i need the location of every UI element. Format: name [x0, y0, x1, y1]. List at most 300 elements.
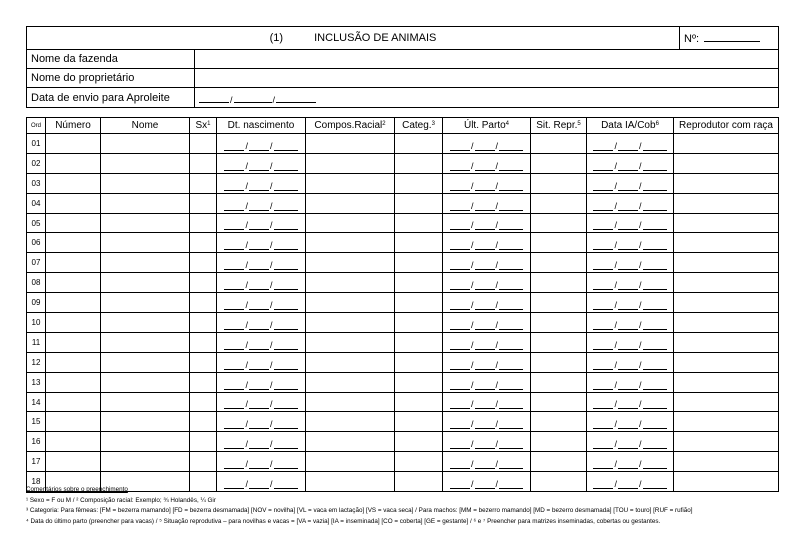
date-line [274, 189, 298, 191]
date-line [249, 209, 269, 211]
date-line [593, 209, 613, 211]
cell-sit-repr[interactable] [531, 392, 587, 412]
date-separator: / [614, 419, 617, 430]
date-separator: / [270, 459, 273, 470]
cell-data-ia[interactable] [587, 432, 674, 452]
cell-sit-repr[interactable] [531, 173, 587, 193]
table-row [27, 313, 779, 333]
date-line [593, 348, 613, 350]
cell-categ[interactable] [395, 293, 443, 313]
table-row [27, 293, 779, 313]
cell-reprodutor[interactable] [674, 293, 779, 313]
cell-dt-nascimento[interactable] [217, 173, 306, 193]
cell-reprodutor[interactable] [674, 213, 779, 233]
cell-sx[interactable] [190, 293, 217, 313]
date-separator: / [639, 319, 642, 330]
cell-categ[interactable] [395, 432, 443, 452]
cell-categ[interactable] [395, 313, 443, 333]
cell-sit-repr[interactable] [531, 432, 587, 452]
date-line [643, 189, 667, 191]
cell-data-ia[interactable] [587, 193, 674, 213]
cell-nome[interactable] [101, 173, 190, 193]
date-line [643, 209, 667, 211]
date-separator: / [495, 160, 499, 171]
cell-sit-repr[interactable] [531, 153, 587, 173]
cell-nome[interactable] [101, 253, 190, 273]
cell-compos-racial[interactable] [306, 352, 395, 372]
cell-categ[interactable] [395, 273, 443, 293]
cell-numero[interactable] [46, 352, 101, 372]
cell-ult-parto[interactable] [443, 412, 531, 432]
cell-categ[interactable] [395, 213, 443, 233]
cell-dt-nascimento[interactable] [217, 293, 306, 313]
cell-sx[interactable] [190, 173, 217, 193]
cell-nome[interactable] [101, 452, 190, 472]
date-blank [443, 194, 530, 213]
cell-nome[interactable] [101, 233, 190, 253]
cell-sx[interactable] [190, 313, 217, 333]
cell-sx[interactable] [190, 153, 217, 173]
cell-compos-racial[interactable] [306, 213, 395, 233]
cell-ult-parto[interactable] [443, 173, 531, 193]
date-line [643, 368, 667, 370]
cell-nome[interactable] [101, 352, 190, 372]
cell-sit-repr[interactable] [531, 332, 587, 352]
cell-categ[interactable] [395, 173, 443, 193]
cell-ult-parto[interactable] [443, 253, 531, 273]
date-line [643, 407, 667, 409]
cell-numero[interactable] [46, 233, 101, 253]
date-separator: / [470, 379, 474, 390]
date-line [618, 388, 638, 390]
date-separator: / [495, 200, 499, 211]
cell-dt-nascimento[interactable] [217, 233, 306, 253]
date-line [475, 228, 495, 230]
cell-dt-nascimento[interactable] [217, 213, 306, 233]
cell-nome[interactable] [101, 134, 190, 154]
cell-numero[interactable] [46, 372, 101, 392]
cell-numero[interactable] [46, 293, 101, 313]
date-line [450, 228, 470, 230]
cell-nome[interactable] [101, 293, 190, 313]
cell-ult-parto[interactable] [443, 372, 531, 392]
cell-nome[interactable] [101, 153, 190, 173]
cell-data-ia[interactable] [587, 213, 674, 233]
cell-dt-nascimento[interactable] [217, 372, 306, 392]
cell-ord: 15 [27, 412, 46, 432]
cell-ult-parto[interactable] [443, 293, 531, 313]
date-line [475, 268, 495, 270]
cell-compos-racial[interactable] [306, 452, 395, 472]
cell-sx[interactable] [190, 352, 217, 372]
date-line [593, 169, 613, 171]
cell-sit-repr[interactable] [531, 253, 587, 273]
cell-reprodutor[interactable] [674, 153, 779, 173]
cell-reprodutor[interactable] [674, 233, 779, 253]
cell-ord: 04 [27, 193, 46, 213]
cell-nome[interactable] [101, 193, 190, 213]
notes-line-2: ³ Categoria: Para fêmeas: [FM = bezerra mamando] [FD = bezerra desmamada] [NOV = novilha] [VL = vaca em lactação] [VS = vaca seca] / Para machos: [MM = bezerro mamando] [MD = bezerro desmamada] [TOU = touro] [RUF = rufião] [26, 507, 693, 514]
header-compos-racial: Compos.Racial$^2$ [306, 118, 395, 134]
cell-ult-parto[interactable] [443, 193, 531, 213]
date-line [249, 467, 269, 469]
cell-categ[interactable] [395, 134, 443, 154]
notes [26, 485, 786, 527]
cell-data-ia[interactable] [587, 293, 674, 313]
date-line [450, 209, 470, 211]
cell-numero[interactable] [46, 412, 101, 432]
date-line [475, 169, 495, 171]
cell-reprodutor[interactable] [674, 392, 779, 412]
cell-numero[interactable] [46, 313, 101, 333]
cell-data-ia[interactable] [587, 233, 674, 253]
date-line [274, 447, 298, 449]
table-header-row [27, 118, 779, 134]
cell-ult-parto[interactable] [443, 352, 531, 372]
date-line [450, 348, 470, 350]
cell-numero[interactable] [46, 432, 101, 452]
cell-dt-nascimento[interactable] [217, 273, 306, 293]
owner-label: Nome do proprietário [27, 69, 195, 88]
date-line [249, 149, 269, 151]
date-line [499, 308, 523, 310]
cell-sit-repr[interactable] [531, 412, 587, 432]
date-separator: / [470, 359, 474, 370]
cell-categ[interactable] [395, 332, 443, 352]
cell-compos-racial[interactable] [306, 134, 395, 154]
cell-ult-parto[interactable] [443, 273, 531, 293]
date-blank [217, 253, 305, 272]
date-blank [443, 214, 530, 233]
cell-ult-parto[interactable] [443, 153, 531, 173]
cell-sx[interactable] [190, 134, 217, 154]
date-separator: / [270, 319, 273, 330]
date-separator: / [614, 260, 617, 271]
cell-numero[interactable] [46, 253, 101, 273]
cell-nome[interactable] [101, 332, 190, 352]
date-separator: / [495, 379, 499, 390]
date-line [224, 149, 244, 151]
cell-data-ia[interactable] [587, 392, 674, 412]
cell-sx[interactable] [190, 332, 217, 352]
date-separator: / [270, 160, 273, 171]
date-separator: / [470, 439, 474, 450]
cell-reprodutor[interactable] [674, 452, 779, 472]
cell-ult-parto[interactable] [443, 134, 531, 154]
cell-reprodutor[interactable] [674, 412, 779, 432]
cell-sit-repr[interactable] [531, 193, 587, 213]
date-separator: / [495, 439, 499, 450]
cell-compos-racial[interactable] [306, 273, 395, 293]
date-separator: / [270, 479, 273, 490]
cell-sit-repr[interactable] [531, 273, 587, 293]
date-separator: / [614, 240, 617, 251]
date-blank [217, 134, 305, 153]
cell-sit-repr[interactable] [531, 352, 587, 372]
cell-compos-racial[interactable] [306, 293, 395, 313]
cell-sit-repr[interactable] [531, 134, 587, 154]
cell-numero[interactable] [46, 134, 101, 154]
cell-numero[interactable] [46, 153, 101, 173]
date-separator: / [245, 459, 248, 470]
date-separator: / [245, 260, 248, 271]
cell-nome[interactable] [101, 412, 190, 432]
cell-sx[interactable] [190, 213, 217, 233]
date-blank [443, 293, 530, 312]
date-blank [443, 134, 530, 153]
cell-dt-nascimento[interactable] [217, 352, 306, 372]
cell-nome[interactable] [101, 432, 190, 452]
date-line [618, 407, 638, 409]
cell-compos-racial[interactable] [306, 233, 395, 253]
cell-sx[interactable] [190, 193, 217, 213]
date-separator: / [639, 300, 642, 311]
cell-sx[interactable] [190, 432, 217, 452]
header-categ: Categ.$^3$ [395, 118, 443, 134]
date-line [593, 447, 613, 449]
cell-data-ia[interactable] [587, 412, 674, 432]
date-blank [587, 432, 673, 451]
date-blank [443, 333, 530, 352]
date-separator: / [495, 459, 499, 470]
cell-categ[interactable] [395, 253, 443, 273]
cell-sit-repr[interactable] [531, 293, 587, 313]
cell-dt-nascimento[interactable] [217, 332, 306, 352]
cell-data-ia[interactable] [587, 273, 674, 293]
cell-reprodutor[interactable] [674, 134, 779, 154]
cell-ult-parto[interactable] [443, 313, 531, 333]
form-title-number: (1) [269, 32, 284, 44]
date-blank [587, 273, 673, 292]
cell-reprodutor[interactable] [674, 372, 779, 392]
date-separator: / [639, 399, 642, 410]
cell-compos-racial[interactable] [306, 412, 395, 432]
date-line [224, 169, 244, 171]
cell-dt-nascimento[interactable] [217, 193, 306, 213]
cell-categ[interactable] [395, 372, 443, 392]
form-number-line [704, 32, 760, 42]
date-blank [443, 233, 530, 252]
cell-compos-racial[interactable] [306, 392, 395, 412]
table-row [27, 233, 779, 253]
date-line [643, 328, 667, 330]
cell-sit-repr[interactable] [531, 452, 587, 472]
cell-reprodutor[interactable] [674, 253, 779, 273]
date-separator: / [245, 339, 248, 350]
cell-numero[interactable] [46, 173, 101, 193]
date-separator: / [639, 459, 642, 470]
table-row [27, 372, 779, 392]
date-line [643, 388, 667, 390]
cell-numero[interactable] [46, 273, 101, 293]
date-separator: / [614, 339, 617, 350]
date-separator: / [245, 220, 248, 231]
owner-field[interactable] [195, 69, 779, 88]
farm-label: Nome da fazenda [27, 50, 195, 69]
cell-nome[interactable] [101, 313, 190, 333]
cell-dt-nascimento[interactable] [217, 452, 306, 472]
cell-nome[interactable] [101, 372, 190, 392]
cell-dt-nascimento[interactable] [217, 153, 306, 173]
date-separator: / [245, 439, 248, 450]
cell-data-ia[interactable] [587, 452, 674, 472]
date-blank [217, 393, 305, 412]
cell-sit-repr[interactable] [531, 313, 587, 333]
date-line [249, 288, 269, 290]
date-separator: / [614, 479, 617, 490]
cell-compos-racial[interactable] [306, 313, 395, 333]
date-separator: / [245, 200, 248, 211]
cell-sx[interactable] [190, 273, 217, 293]
cell-compos-racial[interactable] [306, 332, 395, 352]
cell-sit-repr[interactable] [531, 372, 587, 392]
cell-data-ia[interactable] [587, 352, 674, 372]
cell-dt-nascimento[interactable] [217, 412, 306, 432]
cell-categ[interactable] [395, 452, 443, 472]
date-line [475, 447, 495, 449]
cell-ult-parto[interactable] [443, 233, 531, 253]
cell-data-ia[interactable] [587, 332, 674, 352]
date-blank [443, 373, 530, 392]
date-line [249, 169, 269, 171]
cell-nome[interactable] [101, 213, 190, 233]
date-line [499, 209, 523, 211]
cell-reprodutor[interactable] [674, 352, 779, 372]
cell-ult-parto[interactable] [443, 452, 531, 472]
cell-compos-racial[interactable] [306, 173, 395, 193]
date-line [224, 368, 244, 370]
cell-sx[interactable] [190, 392, 217, 412]
cell-ult-parto[interactable] [443, 392, 531, 412]
date-separator: / [639, 260, 642, 271]
cell-data-ia[interactable] [587, 372, 674, 392]
cell-categ[interactable] [395, 193, 443, 213]
cell-nome[interactable] [101, 392, 190, 412]
cell-data-ia[interactable] [587, 173, 674, 193]
send-date-label: Data de envio para Aproleite [27, 88, 195, 108]
date-line [224, 268, 244, 270]
date-line [224, 427, 244, 429]
cell-reprodutor[interactable] [674, 332, 779, 352]
cell-dt-nascimento[interactable] [217, 313, 306, 333]
cell-compos-racial[interactable] [306, 153, 395, 173]
cell-ult-parto[interactable] [443, 432, 531, 452]
date-line [450, 149, 470, 151]
table-row [27, 273, 779, 293]
cell-numero[interactable] [46, 193, 101, 213]
cell-compos-racial[interactable] [306, 253, 395, 273]
cell-data-ia[interactable] [587, 313, 674, 333]
date-separator: / [470, 280, 474, 291]
cell-reprodutor[interactable] [674, 313, 779, 333]
cell-numero[interactable] [46, 213, 101, 233]
cell-dt-nascimento[interactable] [217, 253, 306, 273]
cell-sx[interactable] [190, 452, 217, 472]
cell-reprodutor[interactable] [674, 432, 779, 452]
cell-compos-racial[interactable] [306, 432, 395, 452]
cell-dt-nascimento[interactable] [217, 392, 306, 412]
send-date-field[interactable]: / / [195, 88, 779, 108]
date-separator: / [639, 240, 642, 251]
cell-categ[interactable] [395, 352, 443, 372]
cell-reprodutor[interactable] [674, 273, 779, 293]
cell-ord: 17 [27, 452, 46, 472]
cell-numero[interactable] [46, 392, 101, 412]
cell-sx[interactable] [190, 412, 217, 432]
cell-ult-parto[interactable] [443, 213, 531, 233]
cell-data-ia[interactable] [587, 134, 674, 154]
date-separator: / [639, 359, 642, 370]
date-line [618, 209, 638, 211]
date-line [593, 368, 613, 370]
date-line [274, 169, 298, 171]
date-separator: / [270, 379, 273, 390]
date-separator: / [495, 260, 499, 271]
date-separator: / [245, 379, 248, 390]
cell-reprodutor[interactable] [674, 173, 779, 193]
cell-data-ia[interactable] [587, 153, 674, 173]
date-line [475, 467, 495, 469]
cell-ord: 12 [27, 352, 46, 372]
date-line [224, 228, 244, 230]
date-line [274, 308, 298, 310]
cell-numero[interactable] [46, 332, 101, 352]
date-separator: / [470, 459, 474, 470]
cell-categ[interactable] [395, 233, 443, 253]
cell-numero[interactable] [46, 452, 101, 472]
date-line [249, 228, 269, 230]
date-line [249, 447, 269, 449]
date-line [618, 447, 638, 449]
form-number-field[interactable] [680, 27, 779, 50]
date-line [274, 328, 298, 330]
date-line [274, 467, 298, 469]
date-line [593, 427, 613, 429]
cell-sx[interactable] [190, 253, 217, 273]
cell-categ[interactable] [395, 153, 443, 173]
date-blank [443, 273, 530, 292]
cell-nome[interactable] [101, 273, 190, 293]
date-line [224, 467, 244, 469]
cell-compos-racial[interactable] [306, 193, 395, 213]
date-line [450, 427, 470, 429]
cell-sit-repr[interactable] [531, 213, 587, 233]
date-line [450, 368, 470, 370]
date-line [274, 248, 298, 250]
date-line [618, 348, 638, 350]
date-separator: / [614, 459, 617, 470]
farm-field[interactable] [195, 50, 779, 69]
cell-sx[interactable] [190, 233, 217, 253]
cell-dt-nascimento[interactable] [217, 432, 306, 452]
date-separator: / [245, 140, 248, 151]
cell-ult-parto[interactable] [443, 332, 531, 352]
date-separator: / [245, 280, 248, 291]
cell-reprodutor[interactable] [674, 193, 779, 213]
cell-sit-repr[interactable] [531, 233, 587, 253]
header-numero: Número [46, 118, 101, 134]
date-blank [443, 253, 530, 272]
cell-data-ia[interactable] [587, 253, 674, 273]
cell-compos-racial[interactable] [306, 372, 395, 392]
cell-dt-nascimento[interactable] [217, 134, 306, 154]
date-line [499, 447, 523, 449]
header-sit-repr: Sit. Repr.$^5$ [531, 118, 587, 134]
cell-categ[interactable] [395, 392, 443, 412]
cell-categ[interactable] [395, 412, 443, 432]
date-line [499, 427, 523, 429]
cell-sx[interactable] [190, 372, 217, 392]
